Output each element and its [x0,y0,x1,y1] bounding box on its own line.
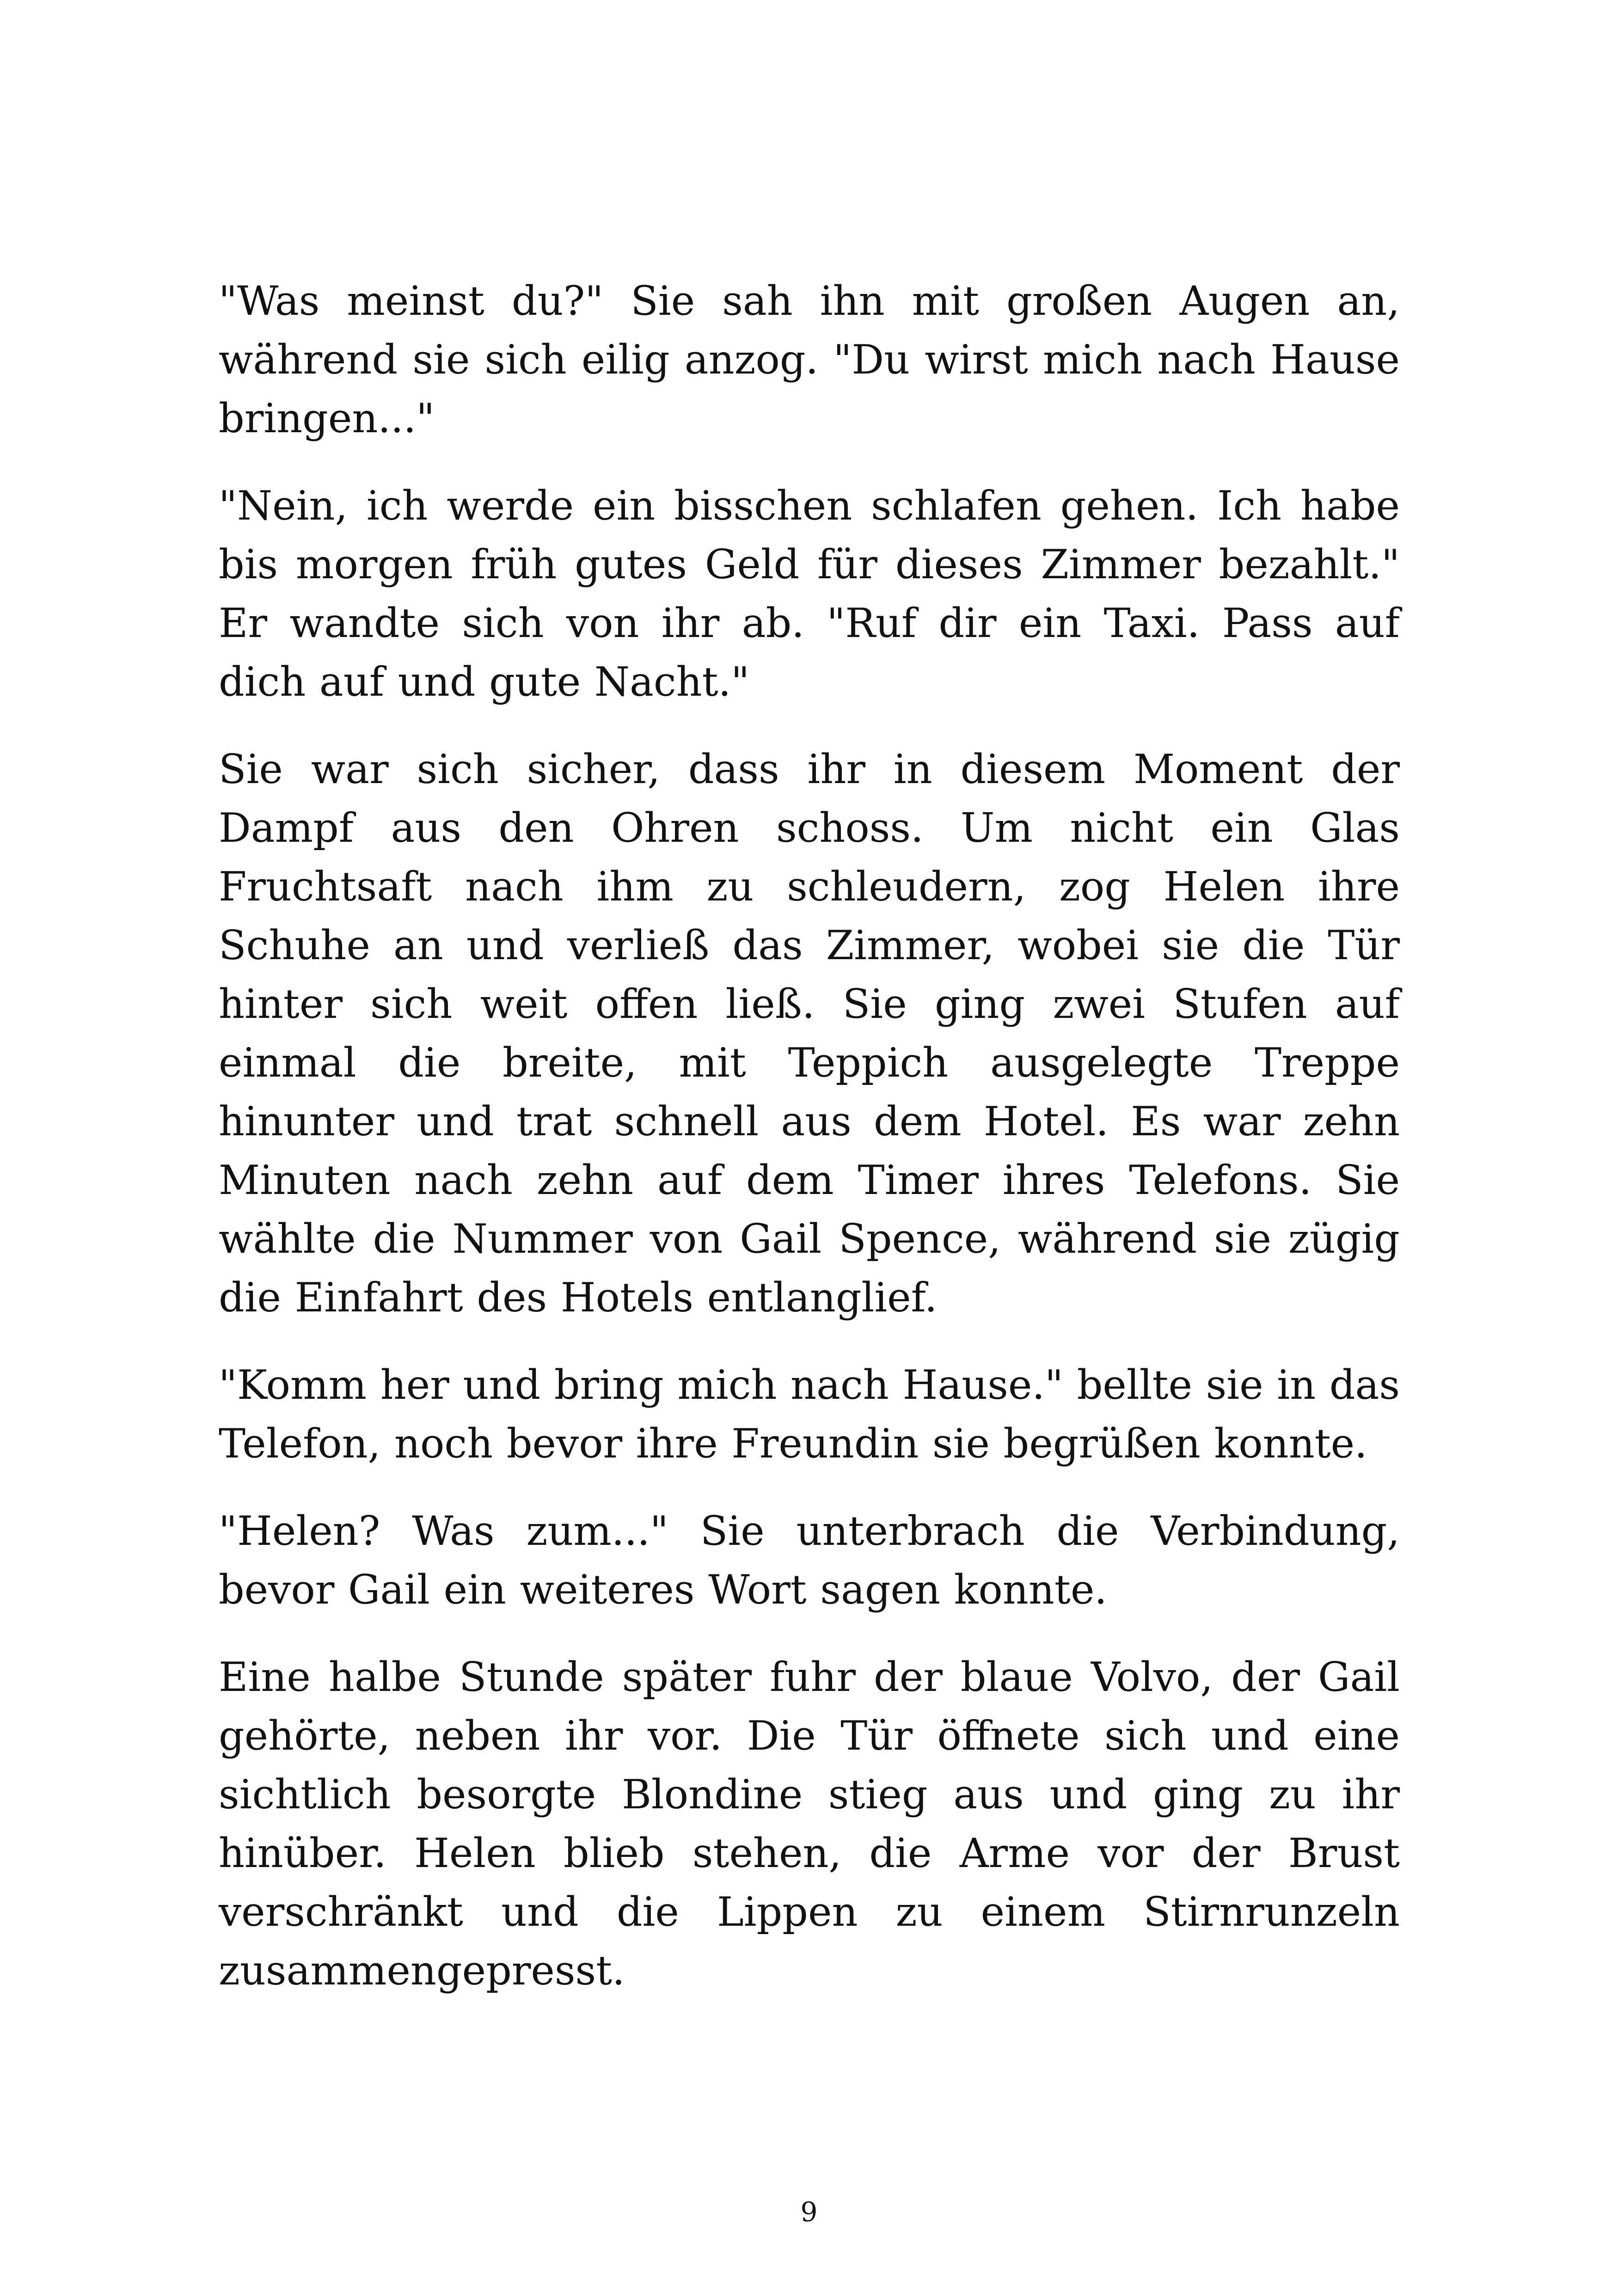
page-number: 9 [800,2196,818,2228]
paragraph-2: "Nein, ich werde ein bisschen schlafen gehen. Ich habe bis morgen früh gutes Geld für dieses Zimmer bezahlt." Er wandte sich von ihr ab. "Ruf dir ein Taxi. Pass auf dich auf und gute Nacht." [219,482,1400,705]
paragraph-3: Sie war sich sicher, dass ihr in diesem Moment der Dampf aus den Ohren schoss. Um nicht ein Glas Fruchtsaft nach ihm zu schleudern, zog Helen ihre Schuhe an und verließ das Zimmer, wobei sie die Tür hinter sich weit offen ließ. Sie ging zwei Stufen auf einmal die breite, mit Teppich ausgelegte Treppe hinunter und trat schnell aus dem Hotel. Es war zehn Minuten nach zehn auf dem Timer ihres Telefons. Sie wählte die Nummer von Gail Spence, während sie zügig die Einfahrt des Hotels entlanglief. [219,746,1400,1321]
paragraph-4: "Komm her und bring mich nach Hause." bellte sie in das Telefon, noch bevor ihre Freundin sie begrüßen konnte. [219,1361,1400,1467]
paragraph-1: "Was meinst du?" Sie sah ihn mit großen Augen an, während sie sich eilig anzog. "Du wirst mich nach Hause bringen..." [219,277,1400,442]
paragraph-6: Eine halbe Stunde später fuhr der blaue Volvo, der Gail gehörte, neben ihr vor. Die Tür öffnete sich und eine sichtlich besorgte Blondine stieg aus und ging zu ihr hinüber. Helen blieb stehen, die Arme vor der Brust verschränkt und die Lippen zu einem Stirnrunzeln zusammengepresst. [219,1653,1400,1994]
body-text [219,272,1400,2029]
paragraph-5: "Helen? Was zum..." Sie unterbrach die Verbindung, bevor Gail ein weiteres Wort sagen konnte. [219,1507,1400,1613]
